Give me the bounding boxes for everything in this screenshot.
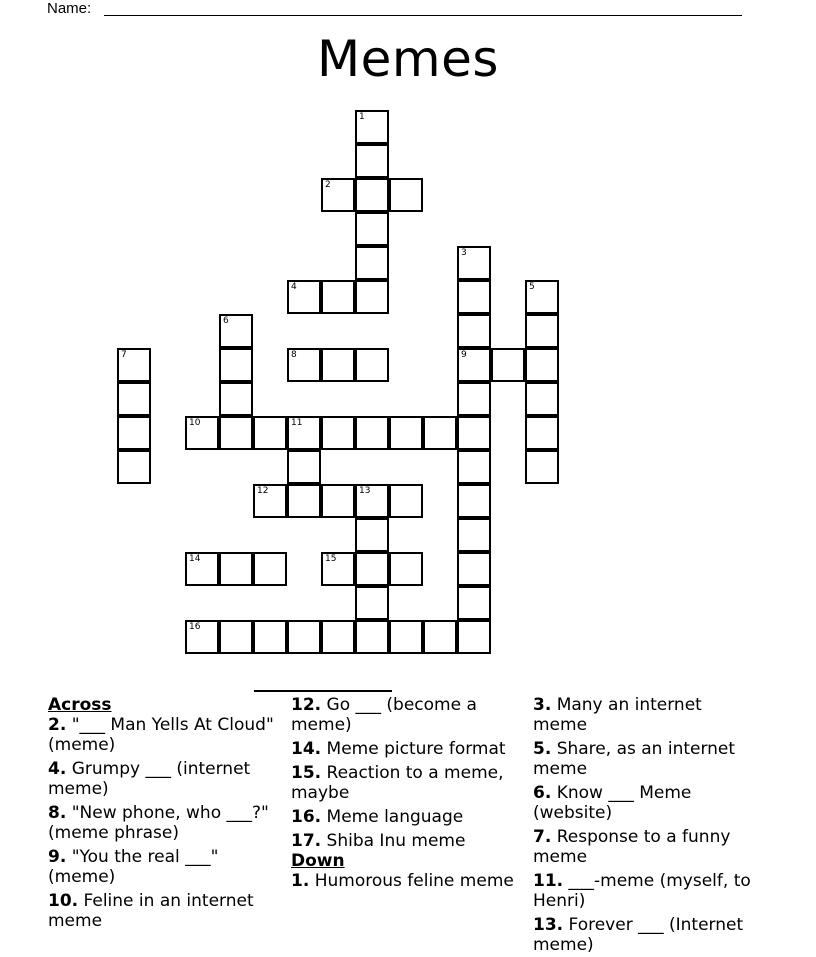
- grid-cell[interactable]: [185, 552, 219, 586]
- grid-cell[interactable]: [389, 552, 423, 586]
- clue-number: 5: [529, 282, 535, 292]
- grid-cell[interactable]: [389, 416, 423, 450]
- page-title: Memes: [317, 30, 499, 88]
- clue-text: "___ Man Yells At Cloud" (meme): [48, 715, 274, 755]
- grid-cell[interactable]: [117, 348, 151, 382]
- grid-cell[interactable]: [117, 416, 151, 450]
- grid-cell[interactable]: [253, 484, 287, 518]
- grid-cell[interactable]: [117, 450, 151, 484]
- grid-cell[interactable]: [321, 484, 355, 518]
- clue-number: 1: [359, 112, 365, 122]
- grid-cell[interactable]: [525, 382, 559, 416]
- clue-item: [291, 831, 523, 851]
- clue-text: Meme picture format: [321, 739, 506, 759]
- extra-blank-line: [254, 690, 392, 692]
- grid-cell[interactable]: [219, 382, 253, 416]
- clue-number: 4: [291, 282, 297, 292]
- grid-cell[interactable]: [219, 620, 253, 654]
- grid-cell[interactable]: [389, 178, 423, 212]
- grid-cell[interactable]: [525, 450, 559, 484]
- grid-cell[interactable]: [457, 518, 491, 552]
- clue-number: 6: [223, 316, 229, 326]
- grid-cell[interactable]: [253, 552, 287, 586]
- clue-number: 13.: [533, 915, 564, 935]
- grid-cell[interactable]: [117, 382, 151, 416]
- grid-cell[interactable]: [355, 348, 389, 382]
- clue-column-3: [533, 695, 758, 955]
- grid-cell[interactable]: [355, 484, 389, 518]
- clue-item: [48, 759, 278, 799]
- clue-text: "You the real ___" (meme): [48, 847, 219, 887]
- clue-item: [291, 871, 523, 891]
- clue-text: Feline in an internet meme: [48, 891, 254, 931]
- clue-number: 15: [325, 554, 337, 564]
- grid-cell[interactable]: [457, 416, 491, 450]
- grid-cell[interactable]: [287, 484, 321, 518]
- grid-cell[interactable]: [355, 144, 389, 178]
- clue-item: [533, 739, 758, 779]
- clue-text: Forever ___ (Internet meme): [533, 915, 744, 955]
- clue-text: Shiba Inu meme: [321, 831, 466, 851]
- clue-number: 17.: [291, 831, 322, 851]
- grid-cell[interactable]: [287, 280, 321, 314]
- clue-number: 3.: [533, 695, 552, 715]
- grid-cell[interactable]: [355, 416, 389, 450]
- clue-column-2: [291, 695, 523, 891]
- grid-cell[interactable]: [185, 620, 219, 654]
- grid-cell[interactable]: [457, 348, 491, 382]
- clue-number: 16.: [291, 807, 322, 827]
- clue-item: [533, 827, 758, 867]
- clue-text: Response to a funny meme: [533, 827, 731, 867]
- clue-number: 2: [325, 180, 331, 190]
- grid-cell[interactable]: [321, 178, 355, 212]
- grid-cell[interactable]: [219, 314, 253, 348]
- grid-cell[interactable]: [355, 280, 389, 314]
- clue-text: Share, as an internet meme: [533, 739, 736, 779]
- clue-text: Reaction to a meme, maybe: [291, 763, 504, 803]
- clue-number: 5.: [533, 739, 552, 759]
- clue-number: 14: [189, 554, 201, 564]
- clue-item: [533, 871, 758, 911]
- clue-text: Know ___ Meme (website): [533, 783, 692, 823]
- clue-item: [291, 763, 523, 803]
- grid-cell[interactable]: [457, 280, 491, 314]
- grid-cell[interactable]: [287, 450, 321, 484]
- clue-number: 10: [189, 418, 201, 428]
- grid-cell[interactable]: [185, 416, 219, 450]
- grid-cell[interactable]: [457, 586, 491, 620]
- grid-cell[interactable]: [287, 416, 321, 450]
- grid-cell[interactable]: [491, 348, 525, 382]
- clue-text: Humorous feline meme: [309, 871, 514, 891]
- grid-cell[interactable]: [355, 212, 389, 246]
- grid-cell[interactable]: [321, 280, 355, 314]
- clue-number: 10.: [48, 891, 79, 911]
- grid-cell[interactable]: [253, 416, 287, 450]
- clue-item: [48, 803, 278, 843]
- clue-text: Go ___ (become a meme): [291, 695, 477, 735]
- down-heading: Down: [291, 851, 345, 871]
- grid-cell[interactable]: [253, 620, 287, 654]
- grid-cell[interactable]: [457, 450, 491, 484]
- clue-number: 11: [291, 418, 303, 428]
- clue-text: "New phone, who ___?" (meme phrase): [48, 803, 269, 843]
- clue-item: [533, 915, 758, 955]
- clue-number: 15.: [291, 763, 322, 783]
- grid-cell[interactable]: [457, 314, 491, 348]
- grid-cell[interactable]: [389, 484, 423, 518]
- grid-cell[interactable]: [287, 348, 321, 382]
- grid-cell[interactable]: [287, 620, 321, 654]
- grid-cell[interactable]: [355, 620, 389, 654]
- grid-cell[interactable]: [423, 620, 457, 654]
- grid-cell[interactable]: [321, 416, 355, 450]
- grid-cell[interactable]: [355, 586, 389, 620]
- clue-number: 6.: [533, 783, 552, 803]
- clue-number: 13: [359, 486, 371, 496]
- across-heading: Across: [48, 695, 112, 715]
- name-label: Name:: [47, 0, 92, 17]
- clue-number: 3: [461, 248, 467, 258]
- clue-number: 9.: [48, 847, 67, 867]
- clue-number: 8: [291, 350, 297, 360]
- grid-cell[interactable]: [321, 552, 355, 586]
- grid-cell[interactable]: [219, 416, 253, 450]
- clue-column-1: [48, 695, 278, 931]
- grid-cell[interactable]: [525, 280, 559, 314]
- grid-cell[interactable]: [457, 484, 491, 518]
- clue-number: 2.: [48, 715, 67, 735]
- grid-cell[interactable]: [457, 552, 491, 586]
- clue-number: 16: [189, 622, 201, 632]
- grid-cell[interactable]: [389, 620, 423, 654]
- grid-cell[interactable]: [525, 416, 559, 450]
- grid-cell[interactable]: [525, 348, 559, 382]
- clue-number: 8.: [48, 803, 67, 823]
- grid-cell[interactable]: [355, 178, 389, 212]
- clue-number: 14.: [291, 739, 322, 759]
- clue-item: [533, 695, 758, 735]
- grid-cell[interactable]: [321, 348, 355, 382]
- clue-number: 1.: [291, 871, 310, 891]
- grid-cell[interactable]: [321, 620, 355, 654]
- clue-number: 7: [121, 350, 127, 360]
- grid-cell[interactable]: [355, 110, 389, 144]
- clue-number: 12: [257, 486, 269, 496]
- grid-cell[interactable]: [457, 382, 491, 416]
- clue-text: ___-meme (myself, to Henri): [533, 871, 751, 911]
- clue-item: [48, 715, 278, 755]
- grid-cell[interactable]: [355, 518, 389, 552]
- clue-item: [291, 695, 523, 735]
- clue-number: 11.: [533, 871, 564, 891]
- clue-number: 7.: [533, 827, 552, 847]
- clue-item: [533, 783, 758, 823]
- clue-item: [48, 847, 278, 887]
- clue-item: [291, 807, 523, 827]
- grid-cell[interactable]: [525, 314, 559, 348]
- grid-cell[interactable]: [457, 620, 491, 654]
- clue-item: [48, 891, 278, 931]
- grid-cell[interactable]: [219, 348, 253, 382]
- clue-number: 9: [461, 350, 467, 360]
- clue-text: Many an internet meme: [533, 695, 702, 735]
- clue-item: [291, 739, 523, 759]
- grid-cell[interactable]: [355, 246, 389, 280]
- grid-cell[interactable]: [423, 416, 457, 450]
- clue-text: Grumpy ___ (internet meme): [48, 759, 251, 799]
- grid-cell[interactable]: [457, 246, 491, 280]
- clue-text: Meme language: [321, 807, 464, 827]
- clue-number: 4.: [48, 759, 67, 779]
- grid-cell[interactable]: [355, 552, 389, 586]
- grid-cell[interactable]: [219, 552, 253, 586]
- clue-number: 12.: [291, 695, 322, 715]
